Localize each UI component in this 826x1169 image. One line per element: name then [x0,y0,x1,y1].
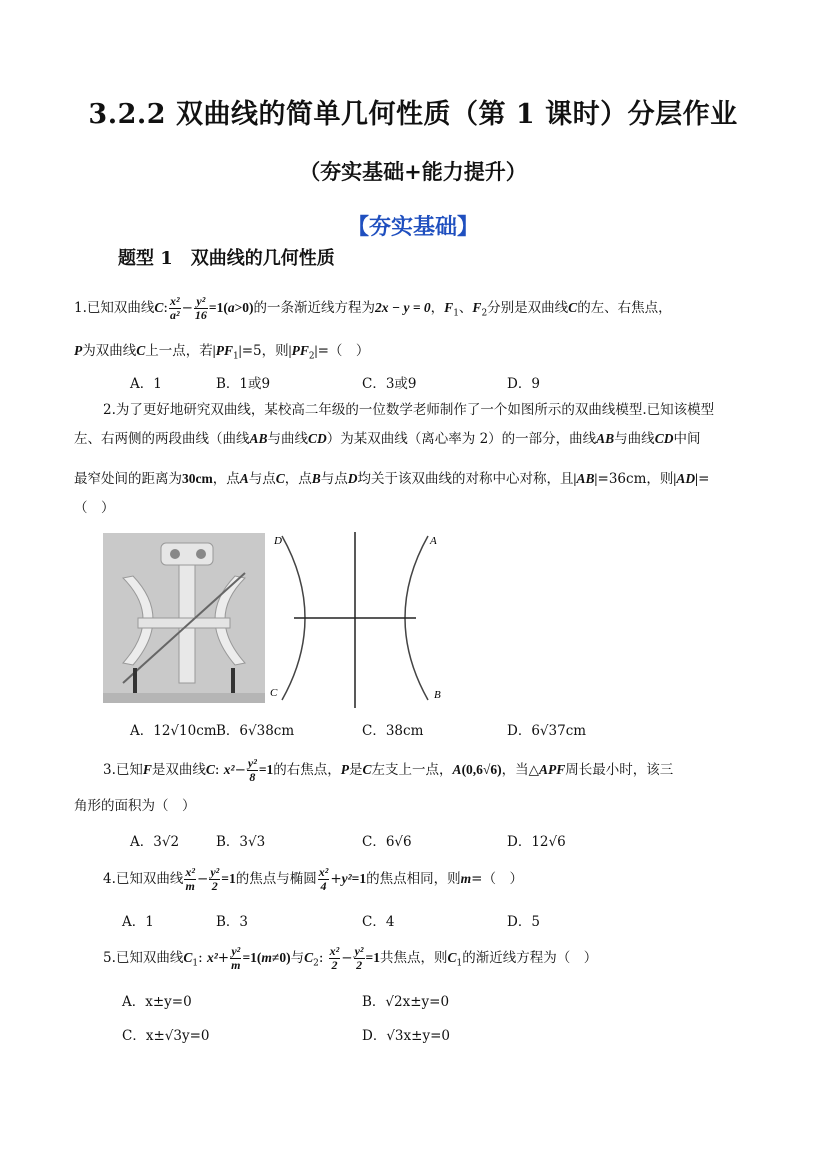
q3-option-c: C．6√6 [362,834,412,850]
q2-line3: 最窄处间的距离为30cm，点A与点C，点B与点D均关于该双曲线的对称中心对称，且|AB|=36cm，则|AD|= [74,471,710,487]
section-label: 【夯实基础】 [346,214,479,240]
q1-option-b: B．1或9 [216,376,271,392]
q3-option-a: A．3√2 [130,834,180,850]
q3-line2: 角形的面积为（ ） [74,798,196,814]
q4-option-c: C．4 [362,914,395,930]
q3-option-d: D．12√6 [507,834,566,850]
q4-line1: 4.已知双曲线 $\frac{\text{x²}}{m}$ − $\frac{\text{y²}}{2}$ =1的焦点与椭圆 $\frac{\text{x²}}{4}$ +y²=1的焦点相同，则m=（ ） [103,865,523,893]
q3-line1: 3.已知F是双曲线C: x²− $\frac{\text{y²}}{8}$ =1的右焦点，P是C左支上一点，A(0,6√6)，当△APF周长最小时，该三 [103,756,674,784]
q4-option-b: B．3 [216,914,249,930]
q5-option-b: B．√2x±y=0 [362,994,450,1010]
page-title: 3.2.2 双曲线的简单几何性质（第 1 课时）分层作业 [88,99,738,130]
q2-line2: 左、右两侧的两段曲线（曲线AB与曲线CD）为某双曲线（离心率为 2）的一部分，曲线AB与曲线CD中间 [74,431,701,447]
q5-option-c: C．x±√3y=0 [122,1028,210,1044]
label-c: C [270,687,278,699]
label-b: B [434,689,441,701]
q5-line1: 5.已知双曲线$C_1$: x²+ $\frac{\text{y²}}{m}$ =1(m≠0)与$C_2$: $\frac{\text{x²}}{2}$ − $\frac{\text{y²}}{2}$ =1共焦点，则$C_1$的渐近线方程为（ ） [103,944,598,972]
hyperbola-model-photo [103,533,265,703]
label-d: D [274,535,282,547]
q1-line2: P为双曲线C上一点，若$|PF_1|=5$，则$|PF_2|=$（ ） [74,343,370,362]
q1-option-c: C．3或9 [362,376,417,392]
q1-line1: 1.已知双曲线C: $\frac{\text{x²}}{\text{a²}}$ − $\frac{\text{y²}}{16}$ =1(a>0)的一条渐近线方程为2x − y = 0，$F_1$、$F_2$分别是双曲线C的左、右焦点， [74,294,672,322]
q4-option-d: D．5 [507,914,540,930]
q2-line1: 2.为了更好地研究双曲线，某校高二年级的一位数学老师制作了一个如图所示的双曲线模型.已知该模型 [103,402,715,418]
q5-option-d: D．√3x±y=0 [362,1028,450,1044]
hyperbola-diagram [268,530,458,714]
q2-option-b: B．6√38cm [216,723,295,739]
question-type-heading: 题型 1 双曲线的几何性质 [118,248,335,269]
q2-option-c: C．38cm [362,723,424,739]
label-a: A [430,535,437,547]
q4-option-a: A．1 [122,914,154,930]
q2-option-d: D．6√37cm [507,723,587,739]
q3-option-b: B．3√3 [216,834,266,850]
q2-option-a: A．12√10cm [130,723,217,739]
q5-option-a: A．x±y=0 [122,994,192,1010]
q2-line4: （ ） [74,500,115,516]
q1-option-d: D．9 [507,376,540,392]
q1-option-a: A．1 [130,376,162,392]
page-subtitle: （夯实基础+能力提升） [299,159,527,184]
